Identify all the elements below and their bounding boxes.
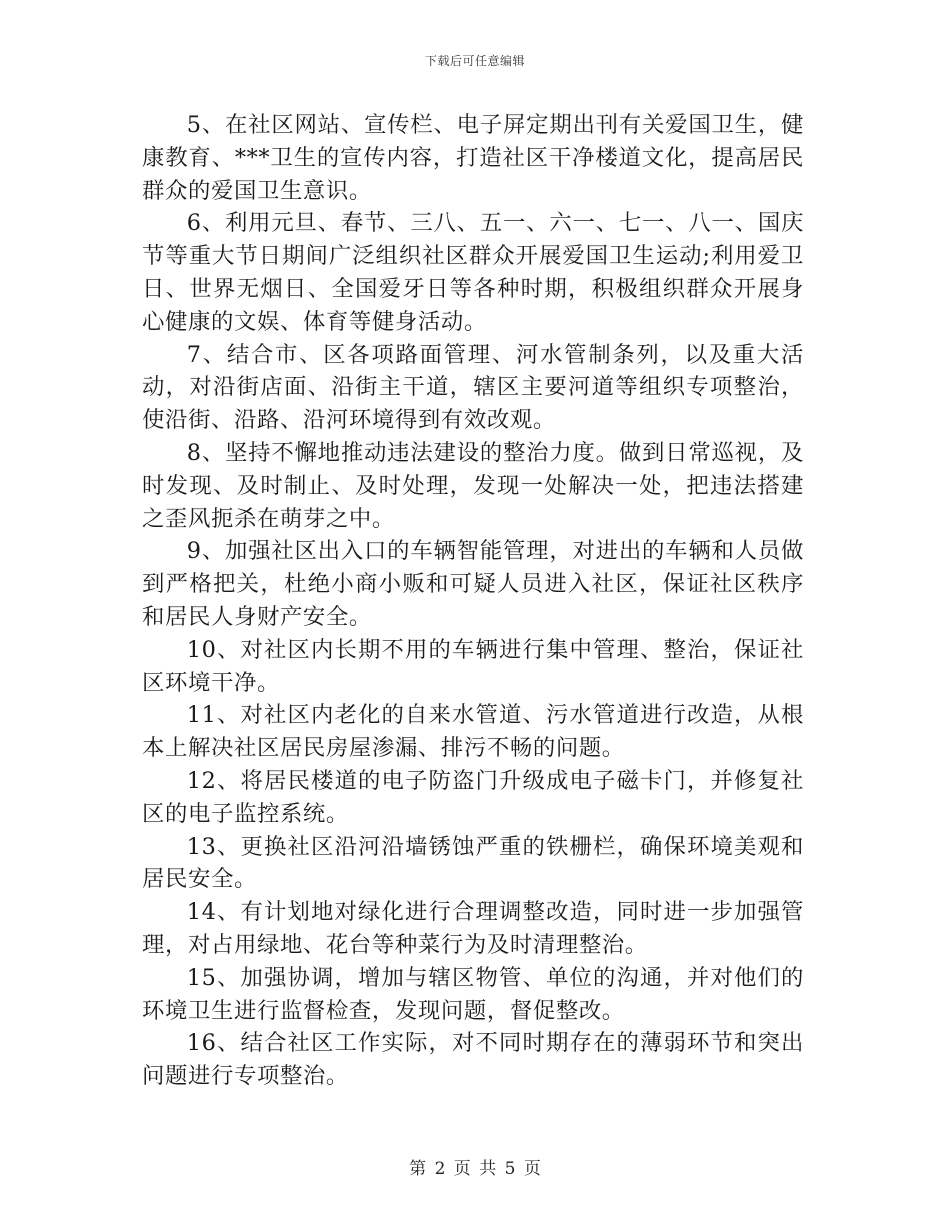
paragraph-item-11: 11、对社区内老化的自来水管道、污水管道进行改造，从根本上解决社区居民房屋渗漏、排污不畅的问题。 — [142, 702, 804, 762]
paragraph-item-8: 8、坚持不懈地推动违法建设的整治力度。做到日常巡视，及时发现、及时制止、及时处理，发现一处解决一处，把违法搭建之歪风扼杀在萌芽之中。 — [142, 439, 804, 532]
paragraph-item-5: 5、在社区网站、宣传栏、电子屏定期出刊有关爱国卫生，健康教育、***卫生的宣传内容，打造社区干净楼道文化，提高居民群众的爱国卫生意识。 — [142, 112, 804, 204]
page-number-footer: 第 2 页 共 5 页 — [409, 1159, 541, 1179]
page-header: 下载后可任意编辑 — [424, 54, 525, 68]
paragraph-item-14: 14、有计划地对绿化进行合理调整改造，同时进一步加强管理，对占用绿地、花台等种菜行为及时清理整治。 — [142, 899, 804, 958]
paragraph-item-7: 7、结合市、区各项路面管理、河水管制条列，以及重大活动，对沿街店面、沿街主干道，辖区主要河道等组织专项整治，使沿街、沿路、沿河环境得到有效改观。 — [142, 341, 804, 434]
paragraph-item-13: 13、更换社区沿河沿墙锈蚀严重的铁栅栏，确保环境美观和居民安全。 — [142, 833, 804, 893]
paragraph-item-10: 10、对社区内长期不用的车辆进行集中管理、整治，保证社区环境干净。 — [142, 636, 804, 696]
paragraph-item-15: 15、加强协调，增加与辖区物管、单位的沟通，并对他们的环境卫生进行监督检查，发现问题，督促整改。 — [142, 964, 804, 1024]
document-body — [142, 109, 804, 1093]
paragraph-item-9: 9、加强社区出入口的车辆智能管理，对进出的车辆和人员做到严格把关，杜绝小商小贩和可疑人员进入社区，保证社区秩序和居民人身财产安全。 — [142, 538, 804, 630]
paragraph-item-12: 12、将居民楼道的电子防盗门升级成电子磁卡门，并修复社区的电子监控系统。 — [142, 767, 804, 827]
paragraph-item-6: 6、利用元旦、春节、三八、五一、六一、七一、八一、国庆节等重大节日期间广泛组织社区群众开展爱国卫生运动;利用爱卫日、世界无烟日、全国爱牙日等各种时期，积极组织群众开展身心健康的文娱、体育等健身活动。 — [142, 210, 804, 335]
paragraph-item-16: 16、结合社区工作实际，对不同时期存在的薄弱环节和突出问题进行专项整治。 — [142, 1030, 804, 1090]
